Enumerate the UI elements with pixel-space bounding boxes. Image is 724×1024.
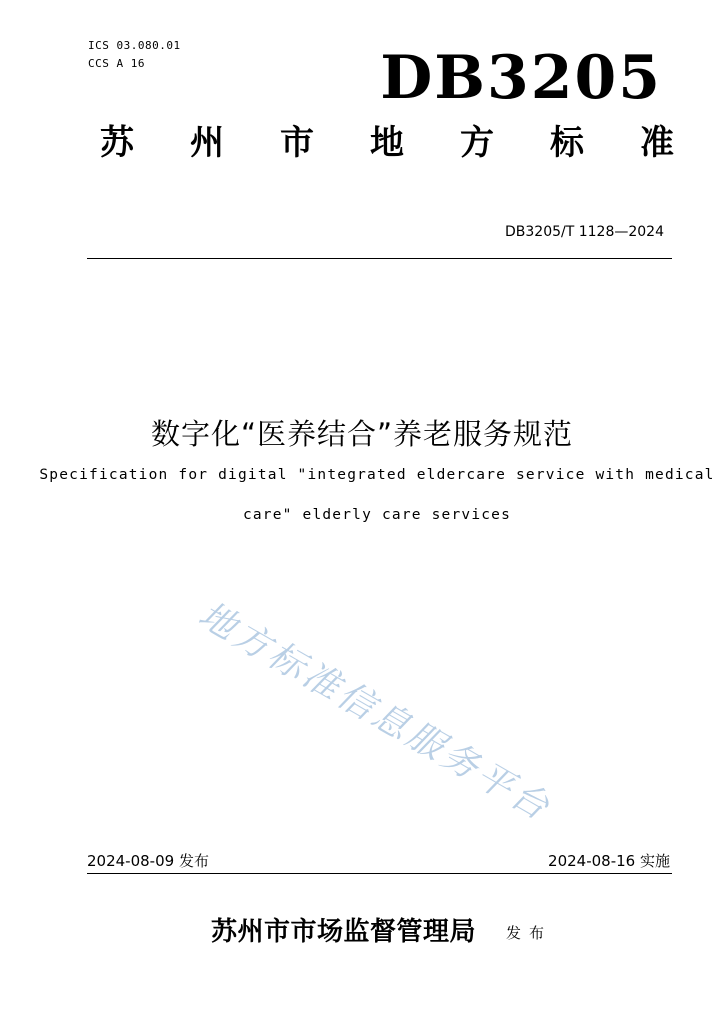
effective-date: 2024-08-16 实施 [548,852,670,870]
bottom-divider [87,873,672,874]
document-title-zh: 数字化“医养结合”养老服务规范 [150,417,574,451]
watermark-text: 地方标准信息服务平台 [191,594,559,830]
issuing-authority: 苏州市市场监督管理局 [211,917,477,947]
document-title-en-line1: Specification for digital "integrated eldercare service with medical [39,467,715,483]
top-divider [87,258,672,259]
document-title-en-line2: care" elderly care services [242,507,512,523]
ccs-code: CCS A 16 [88,57,145,70]
platform-watermark [186,592,606,852]
standard-type-char: 州 [190,123,224,163]
ics-code: ICS 03.080.01 [88,39,181,52]
standard-type-char: 市 [280,123,314,163]
standard-type-char: 标 [550,123,584,163]
standard-code: DB3205 [380,43,662,113]
standard-type-char: 准 [640,123,674,163]
standard-type-char: 方 [460,123,494,163]
issue-label: 发布 [506,924,553,942]
standard-type-char: 苏 [100,123,134,163]
standard-number: DB3205/T 1128—2024 [505,224,664,240]
standard-type-char: 地 [370,123,404,163]
publish-date: 2024-08-09 发布 [87,852,209,870]
standard-type-heading [100,125,674,162]
